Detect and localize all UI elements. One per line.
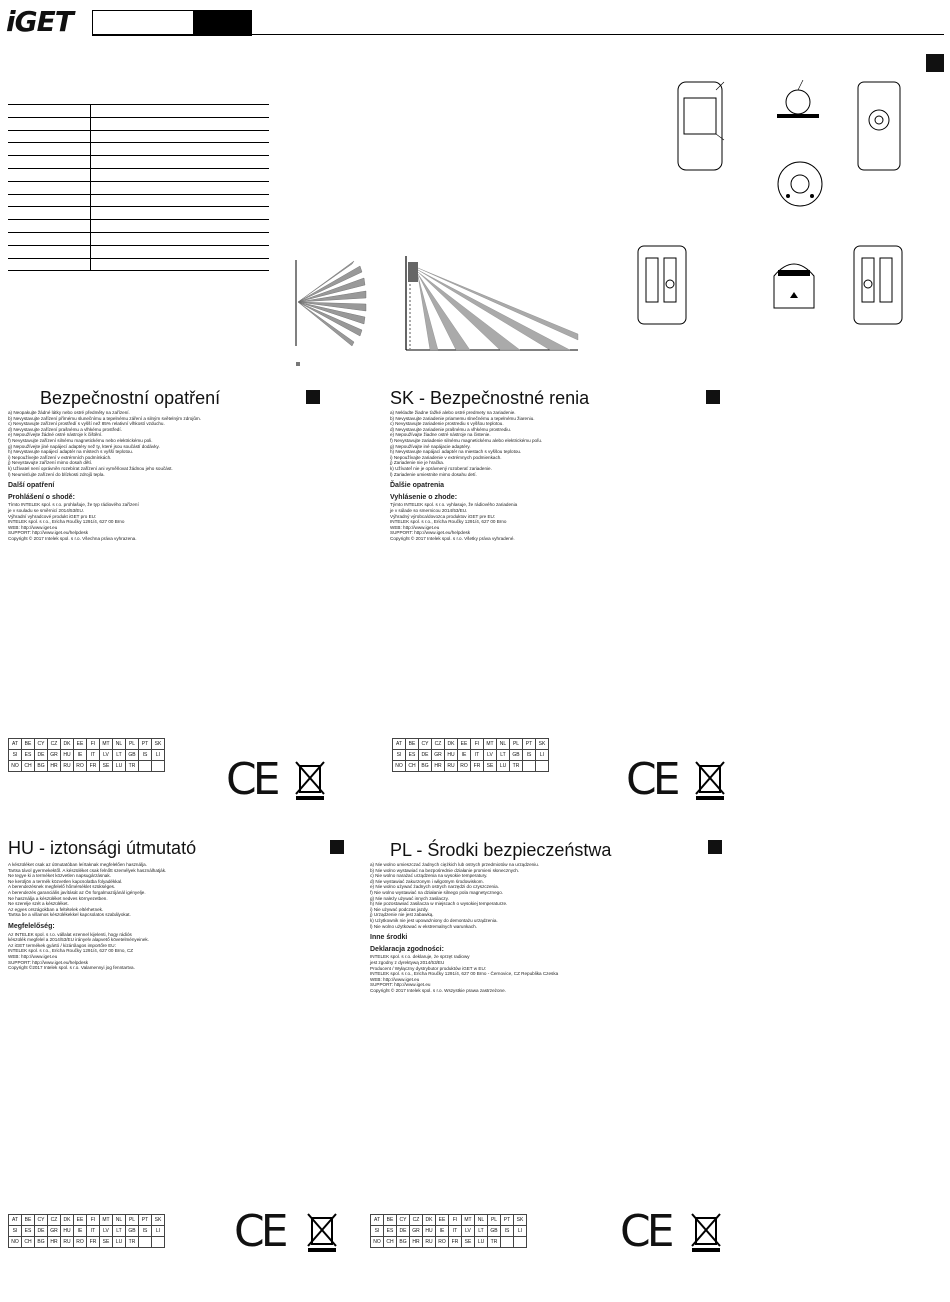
country-code-cell: CY (35, 1215, 48, 1226)
text-line: Az egyes országokban a feltételek eltérhetnek. (8, 906, 104, 912)
text-line: Copyright ©2017 Intelek spol. s r.o. Valamennyi jog fenntartva. (8, 965, 135, 971)
country-code-cell: BG (35, 761, 48, 772)
country-code-cell: HR (432, 761, 445, 772)
country-code-cell (152, 761, 165, 772)
text-line: INTELEK spol. s r.o., Ericha Roučky 1291/4, 627 00 Brno - Černovice, CZ Republika Czeska (370, 971, 559, 977)
country-code-cell: RO (436, 1237, 449, 1248)
country-code-cell: NL (497, 739, 510, 750)
country-code-cell: HR (410, 1237, 423, 1248)
country-code-cell: SE (484, 761, 497, 772)
text-line: készülék megfelel a 2014/53/EU irányelv alapvető követelményeinek. (8, 937, 149, 943)
country-code-cell: CH (406, 761, 419, 772)
country-code-cell: CY (35, 739, 48, 750)
country-code-cell: AT (371, 1215, 384, 1226)
text-line: Tartsa távol gyermekektől. A készüléket csak felnőtt személyek használhatják. (8, 867, 167, 873)
text-line: h) Nevystavujte napájecí adaptér na místech s vyšší teplotou. (8, 449, 134, 455)
country-code-cell: SE (100, 1237, 113, 1248)
country-code-cell: TR (510, 761, 523, 772)
text-line: jest zgodny z dyrektywą 2014/53/EU (370, 959, 445, 965)
country-code-cell: DK (423, 1215, 436, 1226)
country-code-cell: ES (384, 1226, 397, 1237)
text-line: h) Nie pozostawiać zasilacza w miejscach o wysokiej temperaturze. (370, 901, 508, 907)
weee-bin-icon-pl (688, 1210, 724, 1254)
country-code-cell: BE (22, 1215, 35, 1226)
subhead-pl-1: Deklaracja zgodności: (370, 945, 444, 953)
spec-row (8, 194, 269, 207)
country-table-pl (370, 1214, 527, 1248)
text-line: je v súlade so smernicou 2014/53/EU. (390, 507, 468, 513)
bracket-side-icon (775, 80, 821, 120)
country-code-cell: AT (393, 739, 406, 750)
country-code-cell: BE (22, 739, 35, 750)
country-code-cell: CH (384, 1237, 397, 1248)
country-code-cell: TR (126, 1237, 139, 1248)
country-code-cell: RU (61, 1237, 74, 1248)
country-code-cell: LV (484, 750, 497, 761)
country-code-cell: GR (48, 1226, 61, 1237)
spec-row (8, 117, 269, 130)
text-line: Tímto INTELEK spol. s r.o. prohlašuje, že typ rádiového zařízení (8, 502, 139, 508)
text-line: je v souladu se směrnicí 2014/53/EU. (8, 507, 85, 513)
spec-row (8, 232, 269, 245)
text-line: Copyright © 2017 Intelek spol. s r.o. Všechna práva vyhrazena. (8, 535, 137, 541)
country-code-cell: IS (139, 750, 152, 761)
model-box-fill (193, 11, 251, 35)
country-code-cell: DK (445, 739, 458, 750)
declaration-hu (8, 932, 348, 971)
country-table-cz (8, 738, 165, 772)
country-code-cell: DE (35, 750, 48, 761)
country-code-cell (514, 1237, 527, 1248)
section-body-pl (370, 862, 710, 993)
text-line: g) Nepoužívajte iné napájacie adaptéry. (390, 443, 471, 449)
country-code-cell: CH (22, 1237, 35, 1248)
country-code-cell: PT (139, 1215, 152, 1226)
text-line: INTELEK spol. s r.o. deklaruje, że sprzęt radiowy (370, 954, 470, 960)
text-line: a) Nie wolno umieszczać żadnych ciężkich lub ostrych przedmiotów na urządzeniu. (370, 862, 540, 867)
text-line: c) Nevystavujte zařízení prostředí s vyšší než 85% relativní vlhkostí vzduchu. (8, 421, 165, 427)
spec-row (8, 168, 269, 181)
country-code-cell: LT (113, 1226, 126, 1237)
country-code-cell: FI (87, 1215, 100, 1226)
country-code-cell: SI (371, 1226, 384, 1237)
detection-fan-diagram (290, 258, 370, 368)
country-code-cell: NL (475, 1215, 488, 1226)
country-code-cell: AT (9, 1215, 22, 1226)
country-code-cell: NO (371, 1237, 384, 1248)
country-code-cell: TR (126, 761, 139, 772)
language-tag-sk (706, 390, 720, 404)
country-code-cell: RO (74, 761, 87, 772)
country-code-cell: PT (501, 1215, 514, 1226)
country-code-cell: EE (436, 1215, 449, 1226)
declaration-cz (8, 502, 338, 541)
text-line: c) Nevystavujte zariadenie prostrediu s vyššou teplotou. (390, 421, 504, 427)
section-title-pl: PL - Środki bezpieczeństwa (390, 840, 612, 860)
country-code-cell: GB (126, 750, 139, 761)
text-line: Ne szerelje szét a készüléket. (8, 901, 69, 907)
declaration-sk (390, 502, 720, 541)
text-line: WEB: http://www.iget.eu (370, 976, 420, 982)
country-code-cell: FR (87, 1237, 100, 1248)
section-body-sk (390, 410, 720, 541)
country-code-cell: CZ (48, 739, 61, 750)
subhead-sk-0: Ďalšie opatrenia (390, 482, 445, 490)
country-code-cell: HR (48, 1237, 61, 1248)
text-line: j) Nevystavujte zařízení mimo dosah dětí. (8, 460, 93, 466)
text-line: k) Uživatel není oprávněn rozebírat zařízení ani vyměňovat žádnou jeho součást. (8, 465, 173, 471)
country-code-cell: EE (74, 1215, 87, 1226)
country-code-cell: PL (510, 739, 523, 750)
country-code-cell: RO (458, 761, 471, 772)
text-line: b) Nevystavujte zařízení přímému slunečnímu a tepelnému záření a silným světelným zdrojům. (8, 415, 202, 421)
country-code-cell: GB (488, 1226, 501, 1237)
country-code-cell: DE (397, 1226, 410, 1237)
country-code-cell: BG (35, 1237, 48, 1248)
text-line: e) Nepoužívejte žádné ostré nástroje k čištění. (8, 432, 103, 438)
battery-compartment-right-icon (852, 244, 904, 326)
section-body-cz (8, 410, 338, 541)
country-code-cell: LV (462, 1226, 475, 1237)
country-code-cell: PT (139, 739, 152, 750)
country-code-cell: FR (471, 761, 484, 772)
country-code-cell: NO (9, 1237, 22, 1248)
country-code-cell: GR (410, 1226, 423, 1237)
text-line: A berendezésnek megfelelő hőmérséklet szükséges. (8, 884, 116, 890)
country-code-cell: FI (87, 739, 100, 750)
language-tag-hu (330, 840, 344, 854)
country-code-cell: NO (393, 761, 406, 772)
text-line: b) Nie wolno wystawiać na bezpośrednie działanie promieni słonecznych. (370, 867, 520, 873)
text-line: A berendezés garanciális javítását az Ön forgalmazójánál igényelje. (8, 889, 146, 895)
text-line: WEB: http://www.iget.eu (8, 953, 58, 959)
country-code-cell: CY (419, 739, 432, 750)
country-code-cell: LT (113, 750, 126, 761)
device-front-icon (676, 80, 726, 174)
text-line: l) Neumisťujte zařízení do blízkosti zdrojů tepla. (8, 471, 105, 477)
country-code-cell (501, 1237, 514, 1248)
text-line: d) Nevystavujte zariadenie prašnému a vlhkému prostrediu. (390, 426, 512, 432)
weee-bin-icon-hu (304, 1210, 340, 1254)
country-code-cell: LT (475, 1226, 488, 1237)
country-code-cell: IS (501, 1226, 514, 1237)
spec-row (8, 143, 269, 156)
country-code-cell: IE (74, 750, 87, 761)
country-code-cell (139, 761, 152, 772)
text-line: SUPPORT: http://www.iget.eu/helpdesk (8, 530, 89, 536)
weee-bin-icon-cz (292, 758, 328, 802)
country-code-cell: IE (458, 750, 471, 761)
text-line: c) Nie wolno narażać urządzenia na wysokie temperatury. (370, 873, 488, 879)
text-line: i) Nie używać podczas jazdy. (370, 906, 429, 912)
country-code-cell: HU (61, 1226, 74, 1237)
text-line: d) Nie wystawiać zakurzonym i wilgotnym środowiskom. (370, 878, 484, 884)
text-line: Copyright © 2017 Intelek spol. s r.o. Všetky práva vyhradené. (390, 535, 515, 541)
section-title-cz: Bezpečnostní opatření (40, 388, 221, 408)
country-code-cell: MT (100, 739, 113, 750)
country-code-cell: SK (536, 739, 549, 750)
text-line: a) Neopakujte žádné látky nebo ostré předměty na zařízení. (8, 410, 130, 415)
country-code-cell: LU (497, 761, 510, 772)
subhead-sk-1: Vyhlásenie o zhode: (390, 493, 458, 501)
ce-mark-sk: CE (626, 754, 677, 805)
country-code-cell: CZ (410, 1215, 423, 1226)
text-line: h) Nevystavujte napájací adaptér na miestach s vyššou teplotou. (390, 449, 522, 455)
country-code-cell: IE (436, 1226, 449, 1237)
country-code-cell: MT (462, 1215, 475, 1226)
subhead-cz-0: Další opatření (8, 482, 55, 490)
country-code-cell: GB (126, 1226, 139, 1237)
ce-mark-hu: CE (234, 1206, 285, 1257)
country-code-cell (523, 761, 536, 772)
country-code-cell: LI (152, 1226, 165, 1237)
spec-row (8, 181, 269, 194)
text-line: Ne tegye ki a terméket közvetlen napsugárzásnak. (8, 873, 111, 879)
country-code-cell: HU (61, 750, 74, 761)
text-line: f) Nevystavujte zařízení silnému magnetickému nebo elektrickému poli. (8, 437, 153, 443)
safety-list-pl (370, 862, 710, 929)
section-title-hu: HU - iztonsági útmutató (8, 838, 197, 858)
country-code-cell: CH (22, 761, 35, 772)
text-line: g) Nepoužívejte jiné napájecí adaptéry než ty, které jsou součástí dodávky. (8, 443, 160, 449)
bracket-top-icon (770, 158, 830, 208)
country-code-cell: GR (432, 750, 445, 761)
country-code-cell: FR (449, 1237, 462, 1248)
text-line: j) Urządzenie nie jest zabawką. (370, 912, 434, 918)
text-line: Tartsa be a villamos készülékekkel kapcsolatos szabályokat. (8, 912, 131, 918)
country-code-cell: BG (397, 1237, 410, 1248)
country-code-cell: IS (139, 1226, 152, 1237)
text-line: INTELEK spol. s r.o., Ericha Roučky 1291/4, 627 00 Brno (8, 519, 125, 525)
country-code-cell: LI (152, 750, 165, 761)
country-code-cell: DE (419, 750, 432, 761)
country-code-cell: LU (113, 761, 126, 772)
country-code-cell: LV (100, 750, 113, 761)
country-code-cell: IT (87, 1226, 100, 1237)
text-line: Týmto INTELEK spol. s r.o. vyhlasuje, že rádiového zariadenia (390, 502, 518, 508)
weee-bin-icon-sk (692, 758, 728, 802)
country-code-cell: BG (419, 761, 432, 772)
country-code-cell: BE (406, 739, 419, 750)
country-code-cell: SK (514, 1215, 527, 1226)
safety-list-sk (390, 410, 720, 477)
bracket-mounted-icon (768, 252, 820, 312)
country-code-cell: SE (100, 761, 113, 772)
subhead-hu-0: Megfelelőség: (8, 922, 55, 930)
text-line: WEB: http://www.iget.eu (8, 524, 58, 530)
text-line: b) Nevystavujte zariadenie priamemu slnečnému a tepelnému žiareniu. (390, 415, 535, 421)
text-line: e) Nepoužívajte žiadne ostré nástroje na čistenie. (390, 432, 491, 438)
country-code-cell: IS (523, 750, 536, 761)
brand-logo: iGET (6, 5, 73, 38)
spec-row (8, 207, 269, 220)
text-line: a) Nekladte žiadne ťažké alebo ostré predmety na zariadenie. (390, 410, 516, 415)
country-code-cell: LI (514, 1226, 527, 1237)
language-tag-cz (306, 390, 320, 404)
text-line: e) Nie wolno używać żadnych ostrych narzędzi do czyszczenia. (370, 884, 499, 890)
text-line: k) Užívateľ nie je oprávnený rozoberať zariadenie. (390, 465, 492, 471)
spec-row (8, 220, 269, 233)
country-code-cell: SI (9, 750, 22, 761)
safety-list-hu (8, 862, 348, 918)
country-code-cell: FI (449, 1215, 462, 1226)
country-code-cell: SE (462, 1237, 475, 1248)
country-code-cell: NO (9, 761, 22, 772)
subhead-pl-0: Inne środki (370, 934, 408, 942)
country-code-cell: CY (397, 1215, 410, 1226)
country-code-cell: SI (9, 1226, 22, 1237)
header-rule (92, 34, 944, 35)
text-line: Az iGET termékek gyártó / kizárólagos importőre EU: (8, 942, 116, 948)
model-box (92, 10, 252, 36)
country-code-cell: NL (113, 739, 126, 750)
country-code-cell: RU (61, 761, 74, 772)
country-code-cell: ES (22, 750, 35, 761)
text-line: l) Zariadenie umiestnite mimo dosahu detí. (390, 471, 477, 477)
text-line: A készüléket csak az útmutatóban leírtaknak megfelelően használja. (8, 862, 147, 867)
text-line: INTELEK spol. s r.o., Ericha Roučky 1291/4, 627 00 Brno, CZ (8, 948, 134, 954)
text-line: INTELEK spol. s r.o., Ericha Roučky 1291/4, 627 00 Brno (390, 519, 507, 525)
spec-row (8, 130, 269, 143)
text-line: g) Nie należy używać innych zasilaczy. (370, 895, 449, 901)
spec-table (8, 104, 269, 271)
text-line: WEB: http://www.iget.eu (390, 524, 440, 530)
subhead-cz-1: Prohlášení o shodě: (8, 493, 75, 501)
text-line: i) Nepoužívajte zariadenie v extrémnych podmienkach. (390, 454, 502, 460)
country-code-cell: HU (445, 750, 458, 761)
country-code-cell: RO (74, 1237, 87, 1248)
text-line: SUPPORT: http://www.iget.eu/helpdesk (390, 530, 471, 536)
country-code-cell: ES (406, 750, 419, 761)
country-code-cell: EE (458, 739, 471, 750)
country-code-cell: RU (445, 761, 458, 772)
country-code-cell: PL (126, 1215, 139, 1226)
country-code-cell: LU (113, 1237, 126, 1248)
country-table-sk (392, 738, 549, 772)
country-code-cell: PL (488, 1215, 501, 1226)
text-line: d) Nevystavujte zařízení prašnému a vlhkému prostředí. (8, 426, 122, 432)
country-code-cell (536, 761, 549, 772)
spec-row (8, 105, 269, 118)
ce-mark-cz: CE (226, 754, 277, 805)
country-code-cell: FR (87, 761, 100, 772)
spec-row (8, 156, 269, 169)
country-code-cell: LU (475, 1237, 488, 1248)
country-code-cell: DK (61, 739, 74, 750)
country-code-cell: IT (471, 750, 484, 761)
text-line: Výhradní vyhradcové produkt iGET pro EU: (8, 513, 97, 519)
country-code-cell: PL (126, 739, 139, 750)
text-line: Ne kerüljön a termék közvetlen kapcsolatba folyadékkal. (8, 878, 123, 884)
text-line: Az INTELEK spol. s r.o. vállalat ezennel kijelenti, hogy rádiós (8, 931, 132, 937)
text-line: Producent / Wyłączny dystrybutor produktów iGET w EU: (370, 965, 487, 971)
country-code-cell: ES (22, 1226, 35, 1237)
text-line: SUPPORT: http://www.iget.eu/helpdesk (8, 959, 89, 965)
text-line: SUPPORT: http://www.iget.eu (370, 982, 431, 988)
country-code-cell: LV (100, 1226, 113, 1237)
language-tag-pl (708, 840, 722, 854)
country-code-cell: MT (484, 739, 497, 750)
country-code-cell: HU (423, 1226, 436, 1237)
country-code-cell: DK (61, 1215, 74, 1226)
country-code-cell: NL (113, 1215, 126, 1226)
country-code-cell (139, 1237, 152, 1248)
country-code-cell: IT (449, 1226, 462, 1237)
country-code-cell: HR (48, 761, 61, 772)
country-code-cell: SK (152, 1215, 165, 1226)
country-code-cell: TR (488, 1237, 501, 1248)
safety-list-cz (8, 410, 338, 477)
country-code-cell: SK (152, 739, 165, 750)
spec-row (8, 245, 269, 258)
text-line: Copyright © 2017 Intelek spol. s r.o. Wszystkie prawa zastrzeżone. (370, 987, 506, 993)
device-back-icon (856, 80, 902, 174)
spec-row (8, 258, 269, 271)
country-code-cell: GR (48, 750, 61, 761)
detection-range-diagram (400, 254, 580, 354)
country-code-cell: DE (35, 1226, 48, 1237)
country-code-cell: LI (536, 750, 549, 761)
country-code-cell: SI (393, 750, 406, 761)
country-code-cell: IT (87, 750, 100, 761)
text-line: Výhradný výrobca/dovozca produktov iGET pre EU: (390, 513, 496, 519)
section-body-hu (8, 862, 348, 971)
country-code-cell: CZ (432, 739, 445, 750)
country-code-cell: FI (471, 739, 484, 750)
country-code-cell: CZ (48, 1215, 61, 1226)
text-line: l) Nie wolno użytkować w ekstremalnych warunkach. (370, 923, 477, 929)
country-table-hu (8, 1214, 165, 1248)
text-line: f) Nie wolno wystawiać na działanie silnego pola magnetycznego. (370, 889, 504, 895)
section-title-sk: SK - Bezpečnostné renia (390, 388, 590, 408)
language-tag-top (926, 54, 944, 72)
text-line: j) Zariadenie nie je hračka. (390, 460, 445, 466)
country-code-cell: PT (523, 739, 536, 750)
country-code-cell: RU (423, 1237, 436, 1248)
country-code-cell: AT (9, 739, 22, 750)
country-code-cell: GB (510, 750, 523, 761)
country-code-cell (152, 1237, 165, 1248)
country-code-cell: EE (74, 739, 87, 750)
battery-compartment-left-icon (636, 244, 688, 326)
ce-mark-pl: CE (620, 1206, 671, 1257)
text-line: f) Nevystavujte zariadenie silnému magnetickému alebo elektrickému poľu. (390, 437, 543, 443)
country-code-cell: IE (74, 1226, 87, 1237)
text-line: Ne használja a készüléket nedves környezetben. (8, 895, 108, 901)
country-code-cell: BE (384, 1215, 397, 1226)
declaration-pl (370, 954, 710, 993)
text-line: i) Nepoužívejte zařízení v extrémních podmínkách. (8, 454, 112, 460)
text-line: k) Użytkownik nie jest upoważniony do demontażu urządzenia. (370, 917, 498, 923)
country-code-cell: MT (100, 1215, 113, 1226)
country-code-cell: LT (497, 750, 510, 761)
